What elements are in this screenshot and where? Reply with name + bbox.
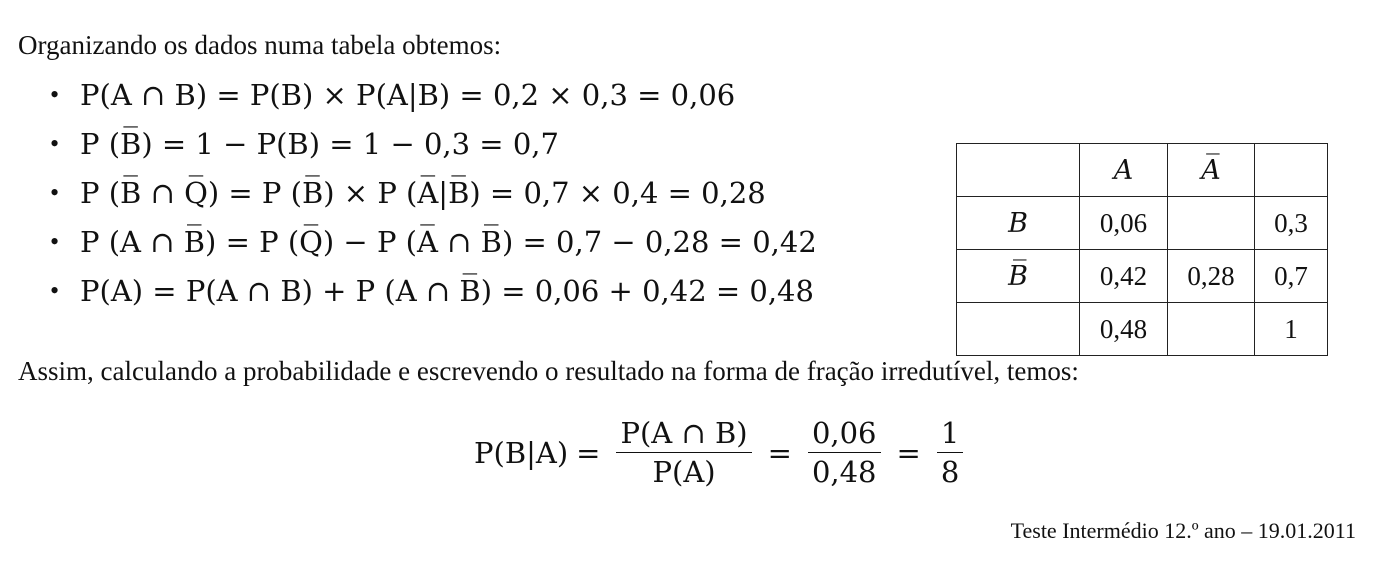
table-row (957, 250, 1328, 303)
fraction-denominator: 8 (940, 455, 960, 489)
table-row-label-not-b: B̅ (957, 250, 1080, 303)
bullet-icon: • (50, 178, 60, 207)
table-cell: 0,06 (1080, 197, 1168, 250)
table-row (957, 303, 1328, 356)
intro-text: Organizando os dados numa tabela obtemos: (18, 30, 502, 60)
fraction-denominator: P(A) (652, 455, 716, 489)
equals-sign: = (767, 435, 792, 470)
list-item (50, 222, 817, 271)
fraction-values (808, 416, 881, 489)
fraction-numerator: 1 (937, 416, 963, 453)
table-header-row (957, 144, 1328, 197)
conclusion-text: Assim, calculando a probabilidade e escrevendo o resultado na forma de fração irredutível, temos: (18, 356, 1079, 386)
formula-lhs: P(B|A) (474, 435, 569, 470)
equals-sign: = (576, 435, 601, 470)
list-item (50, 271, 817, 320)
table-header-not-a: A̅ (1168, 144, 1255, 197)
list-item (50, 124, 817, 173)
table-cell: 0,3 (1255, 197, 1328, 250)
bullet-icon: • (50, 276, 60, 305)
calculation-list (50, 75, 817, 320)
equation-4: P (A ∩ B̅) = P (Q̅) − P (A̅ ∩ B̅) = 0,7 − 0,28 = 0,42 (80, 225, 817, 259)
equation-5: P(A) = P(A ∩ B) + P (A ∩ B̅) = 0,06 + 0,42 = 0,48 (80, 274, 814, 308)
equals-sign: = (896, 435, 921, 470)
fraction-result (937, 416, 963, 489)
equation-1: P(A ∩ B) = P(B) × P(A|B) = 0,2 × 0,3 = 0,06 (80, 78, 736, 112)
table-cell (1168, 197, 1255, 250)
table-cell: 0,7 (1255, 250, 1328, 303)
bullet-icon: • (50, 129, 60, 158)
table-cell: 1 (1255, 303, 1328, 356)
final-formula (474, 416, 971, 489)
table-cell: 0,42 (1080, 250, 1168, 303)
table-cell: 0,48 (1080, 303, 1168, 356)
table-cell (957, 303, 1080, 356)
table-cell (957, 144, 1080, 197)
probability-table (956, 143, 1328, 356)
list-item (50, 173, 817, 222)
table-row (957, 197, 1328, 250)
equation-2: P (B̅) = 1 − P(B) = 1 − 0,3 = 0,7 (80, 127, 559, 161)
fraction-denominator: 0,48 (811, 455, 877, 489)
table-row-label-b: B (957, 197, 1080, 250)
equation-3: P (B̅ ∩ Q̅) = P (B̅) × P (A̅|B̅) = 0,7 × 0,4 = 0,28 (80, 176, 766, 210)
fraction-numerator: 0,06 (808, 416, 881, 453)
fraction-numerator: P(A ∩ B) (616, 416, 751, 453)
table-cell: 0,28 (1168, 250, 1255, 303)
table-cell (1168, 303, 1255, 356)
list-item (50, 75, 817, 124)
fraction-definition (616, 416, 751, 489)
table-header-a: A (1080, 144, 1168, 197)
bullet-icon: • (50, 227, 60, 256)
table-cell (1255, 144, 1328, 197)
source-citation: Teste Intermédio 12.º ano – 19.01.2011 (1010, 518, 1356, 543)
bullet-icon: • (50, 80, 60, 109)
